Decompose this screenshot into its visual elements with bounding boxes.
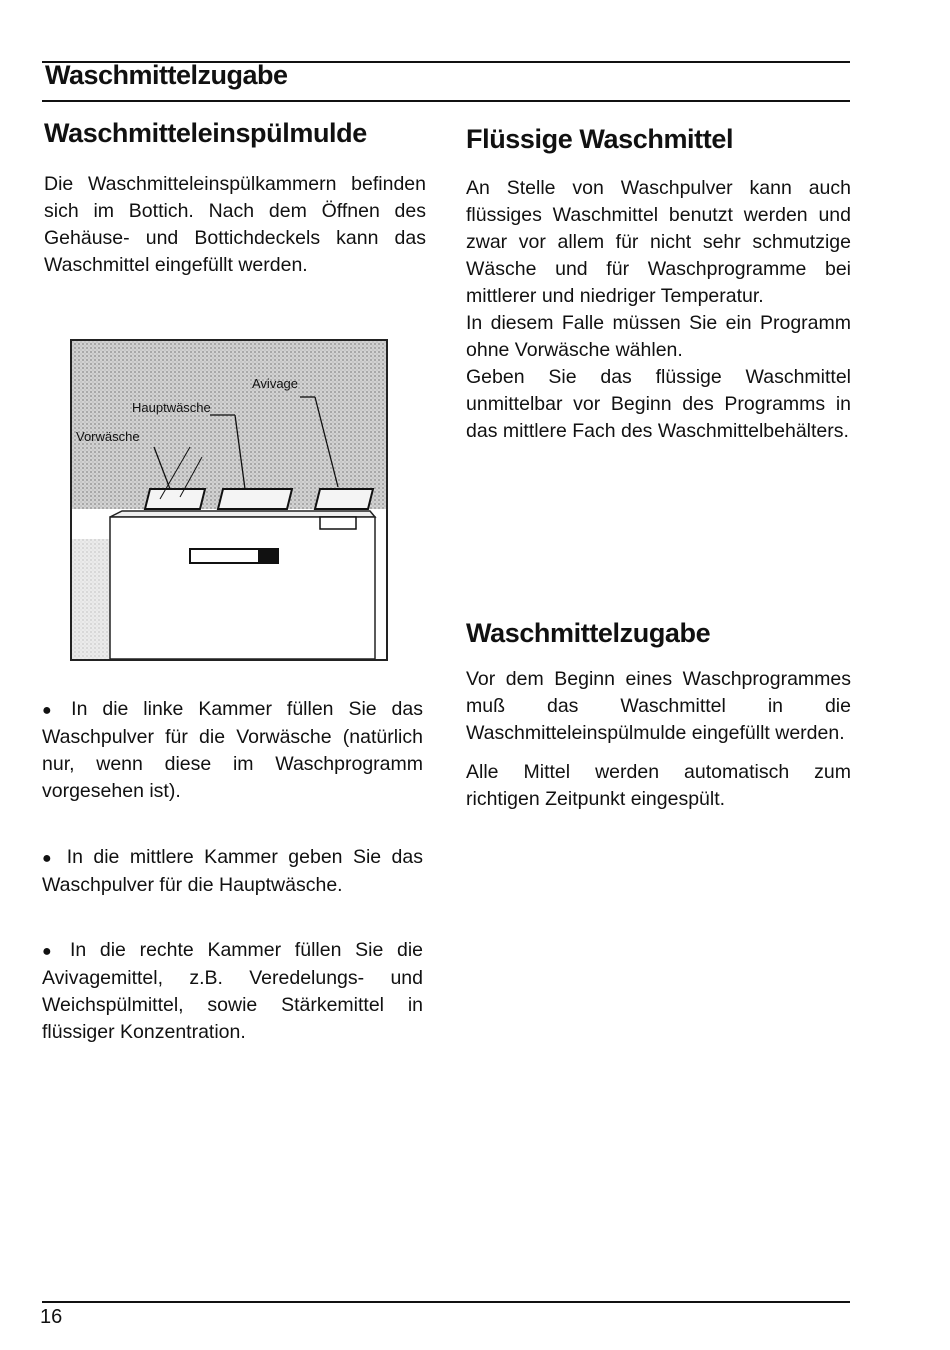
label-hauptwaesche: Hauptwäsche — [132, 400, 211, 415]
panel-top-edge — [110, 511, 375, 517]
zugabe-paragraph-1: Vor dem Beginn eines Waschprogrammes muß das Waschmittel in die Waschmitteleinspülmulde eingefüllt werden. — [466, 668, 851, 744]
page-title: Waschmittelzugabe — [45, 60, 288, 90]
footer-rule — [42, 1301, 850, 1303]
bullet-text: In die mittlere Kammer geben Sie das Waschpulver für die Hauptwäsche. — [42, 846, 423, 896]
panel-slot-knob — [258, 549, 278, 563]
section-heading-einspuelmulde: Waschmitteleinspülmulde — [44, 118, 367, 148]
page-number: 16 — [40, 1306, 63, 1328]
compartment-hauptwaesche — [218, 489, 292, 509]
tub-background — [72, 341, 386, 509]
fluessig-paragraph-2: In diesem Falle müssen Sie ein Programm ohne Vorwäsche wählen. — [466, 312, 851, 361]
label-avivage: Avivage — [252, 376, 299, 391]
right-column — [466, 124, 851, 445]
title-rule — [42, 100, 850, 102]
bullet-item-3 — [42, 937, 423, 1046]
compartment-vorwaesche — [145, 489, 205, 509]
bullet-icon: ● — [42, 943, 60, 960]
einspuelmulde-intro: Die Waschmitteleinspülkammern befinden sich im Bottich. Nach dem Öffnen des Gehäuse- und Bottichdeckels kann das Waschmittel eingefüllt werden. — [44, 173, 426, 276]
side-shading — [72, 539, 110, 659]
dispenser-illustration — [70, 339, 388, 661]
bullet-icon: ● — [42, 702, 62, 719]
waschmittelzugabe-block — [466, 666, 851, 813]
section-heading-fluessige-waschmittel: Flüssige Waschmittel — [466, 124, 734, 154]
section-heading-waschmittelzugabe: Waschmittelzugabe — [466, 618, 711, 648]
zugabe-paragraph-2: Alle Mittel werden automatisch zum richtigen Zeitpunkt eingespült. — [466, 761, 851, 810]
compartment-avivage — [315, 489, 373, 509]
label-vorwaesche: Vorwäsche — [76, 429, 140, 444]
bullet-item-2 — [42, 844, 423, 899]
front-panel — [110, 517, 375, 659]
avivage-siphon — [320, 517, 356, 529]
bullet-text: In die rechte Kammer füllen Sie die Avivagemittel, z.B. Veredelungs- und Weichspülmittel, sowie Stärkemittel in flüssiger Konzentration. — [42, 939, 423, 1043]
fluessig-paragraph-3: Geben Sie das flüssige Waschmittel unmittelbar vor Beginn des Programms in das mittlere Fach des Waschmittelbehälters. — [466, 366, 851, 442]
bullet-text: In die linke Kammer füllen Sie das Waschpulver für die Vorwäsche (natürlich nur, wenn diese im Waschprogramm vorgesehen ist). — [42, 698, 423, 802]
left-column — [44, 118, 426, 279]
bullet-item-1 — [42, 696, 423, 805]
fluessig-paragraph-1: An Stelle von Waschpulver kann auch flüssiges Waschmittel benutzt werden und zwar vor allem für nicht sehr schmutzige Wäsche und für Waschprogramme bei mittlerer und niedriger Temperatur. — [466, 177, 851, 307]
bullet-icon: ● — [42, 850, 57, 867]
